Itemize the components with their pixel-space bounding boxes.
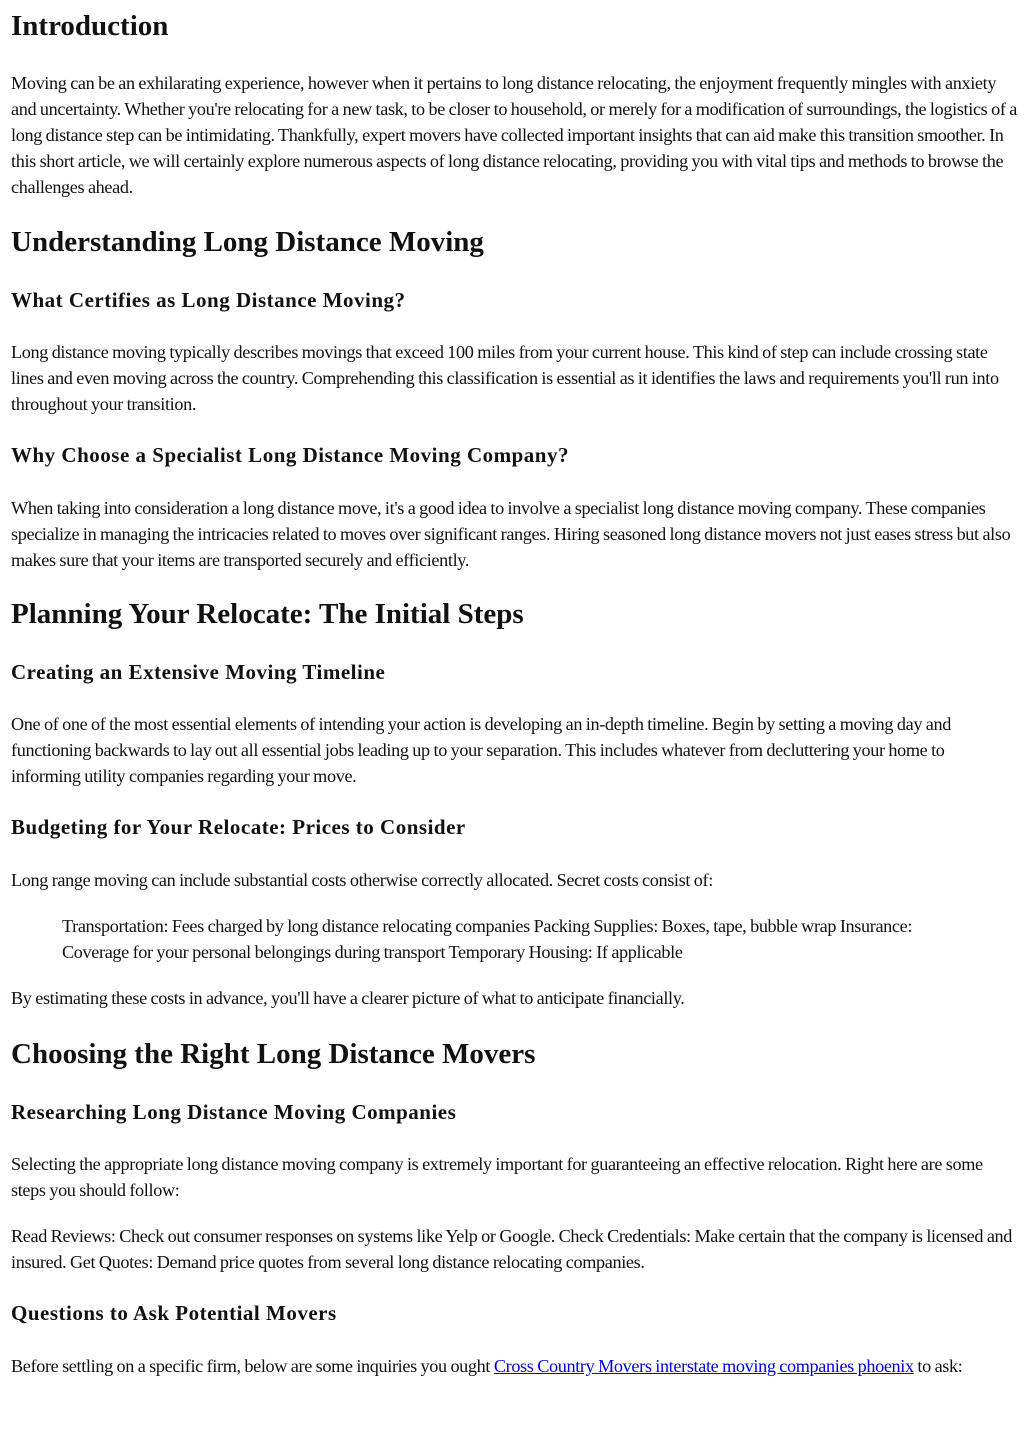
- researching-paragraph: Selecting the appropriate long distance moving company is extremely important for guaranteeing an effective relocation. Right here are some steps you should follow:: [11, 1154, 983, 1200]
- costs-list-text: Transportation: Fees charged by long distance relocating companies Packing Supplies: Boxes, tape, bubble wrap Insurance: Coverage for your personal belongings during transport Temporary Housing: If applicable: [62, 916, 913, 962]
- why-choose-heading: Why Choose a Specialist Long Distance Moving Company?: [11, 443, 569, 467]
- intro-paragraph: Moving can be an exhilarating experience, however when it pertains to long distance relocating, the enjoyment frequently mingles with anxiety and uncertainty. Whether you're relocating for a new task, to be closer to household, or merely for a modification of surroundings, the logistics of a long distance step can be intimidating. Thankfully, expert movers have collected important insights that can aid make this transition smoother. In this short article, we will certainly explore numerous aspects of long distance relocating, providing you with vital tips and methods to browse the challenges ahead.: [11, 73, 1017, 197]
- planning-heading: Planning Your Relocate: The Initial Steps: [11, 598, 524, 630]
- what-certifies-heading: What Certifies as Long Distance Moving?: [11, 288, 406, 312]
- questions-text-after: to ask:: [913, 1356, 963, 1376]
- understanding-heading: Understanding Long Distance Moving: [11, 226, 484, 258]
- choosing-heading: Choosing the Right Long Distance Movers: [11, 1038, 536, 1070]
- questions-paragraph: [11, 1353, 1017, 1379]
- movers-link[interactable]: Cross Country Movers interstate moving companies phoenix: [493, 1356, 914, 1376]
- budgeting-closing: By estimating these costs in advance, you'll have a clearer picture of what to anticipate financially.: [11, 988, 685, 1008]
- timeline-paragraph: One of one of the most essential elements of intending your action is developing an in-depth timeline. Begin by setting a moving day and functioning backwards to lay out all essential jobs leading up to your separation. This includes whatever from decluttering your home to informing utility companies regarding your move.: [11, 714, 951, 786]
- intro-heading: Introduction: [11, 10, 169, 42]
- budgeting-heading: Budgeting for Your Relocate: Prices to Consider: [11, 815, 466, 839]
- budgeting-paragraph: Long range moving can include substantial costs otherwise correctly allocated. Secret costs consist of:: [11, 870, 713, 890]
- questions-text-before: Before settling on a specific firm, below are some inquiries you ought: [11, 1356, 494, 1376]
- costs-list: [11, 913, 1017, 965]
- questions-heading: Questions to Ask Potential Movers: [11, 1301, 337, 1325]
- what-certifies-paragraph: Long distance moving typically describes movings that exceed 100 miles from your current house. This kind of step can include crossing state lines and even moving across the country. Comprehending this classification is essential as it identifies the laws and requirements you'll run into throughout your transition.: [11, 342, 999, 414]
- researching-heading: Researching Long Distance Moving Companies: [11, 1100, 457, 1124]
- why-choose-paragraph: When taking into consideration a long distance move, it's a good idea to involve a specialist long distance moving company. These companies specialize in managing the intricacies related to moves over significant ranges. Hiring seasoned long distance movers not just eases stress but also makes sure that your items are transported securely and efficiently.: [11, 498, 1011, 570]
- researching-steps: Read Reviews: Check out consumer responses on systems like Yelp or Google. Check Credentials: Make certain that the company is licensed and insured. Get Quotes: Demand price quotes from several long distance relocating companies.: [11, 1226, 1013, 1272]
- timeline-heading: Creating an Extensive Moving Timeline: [11, 660, 386, 684]
